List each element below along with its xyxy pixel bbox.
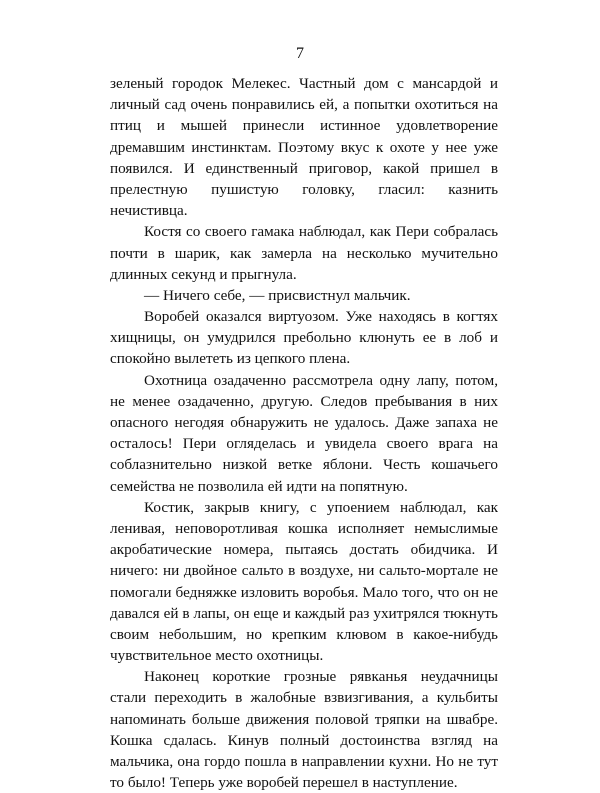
text-line: Кошка сдалась. Кинув полный достоинства взгляд на: [110, 731, 498, 749]
text-line: нечистивца.: [110, 202, 188, 220]
text-line: стали переходить в жалобные взвизгивания, а кульбиты: [110, 689, 498, 707]
text-line: появился. И единственный приговор, какой пришел в: [110, 159, 498, 177]
text-line: Костик, закрыв книгу, с упоением наблюдал, как: [144, 498, 498, 516]
text-line: своим небольшим, но крепким клювом в какое-нибудь: [110, 625, 498, 643]
text-line: почти в шарик, как замерла на несколько мучительно: [110, 244, 498, 262]
text-line: акробатические номера, пытаясь достать обидчика. И: [110, 541, 498, 559]
text-line: семейства не позволила ей идти на попятную.: [110, 477, 408, 495]
text-line: ничего: ни двойное сальто в воздухе, ни сальто-мортале не: [110, 562, 498, 580]
text-line: Наконец короткие грозные рявканья неудачницы: [144, 668, 498, 686]
text-line: личный сад очень понравились ей, а попытки охотиться на: [110, 96, 498, 114]
text-line: давался ей в лапы, он еще и каждый раз ухитрялся тюкнуть: [110, 604, 498, 622]
text-line: не менее озадаченно, другую. Следов пребывания в них: [110, 392, 498, 410]
text-line: помогали бедняжке изловить воробья. Мало того, что он не: [110, 583, 498, 601]
text-line: соблазнительно низкой ветке яблони. Честь кошачьего: [110, 456, 498, 474]
text-line: то было! Теперь уже воробей перешел в наступление.: [110, 774, 458, 792]
body-text: [110, 73, 498, 793]
text-line: мальчика, она гордо пошла в направлении кухни. Но не тут: [110, 753, 498, 770]
text-line: прелестную пушистую головку, гласил: казнить: [110, 180, 498, 198]
text-line: птиц и мышей принесли истинное удовлетворение: [110, 117, 498, 135]
text-line: длинных секунд и прыгнула.: [110, 265, 297, 283]
text-line: Охотница озадаченно рассмотрела одну лапу, потом,: [144, 371, 498, 389]
page-number: 7: [296, 45, 304, 62]
text-line: хищницы, он умудрился пребольно клюнуть ее в лоб и: [110, 329, 498, 347]
text-line: — Ничего себе, — присвистнул мальчик.: [144, 286, 411, 304]
text-line: осталось! Пери огляделась и увидела своего врага на: [110, 435, 498, 453]
text-line: ленивая, неповоротливая кошка исполняет немыслимые: [110, 519, 498, 537]
text-line: зеленый городок Мелекес. Частный дом с мансардой и: [110, 75, 498, 92]
text-line: дремавшим инстинктам. Поэтому вкус к охоте у нее уже: [110, 138, 498, 156]
text-line: Костя со своего гамака наблюдал, как Пери собралась: [144, 223, 498, 241]
text-line: чувствительное место охотницы.: [110, 647, 324, 665]
text-line: Воробей оказался виртуозом. Уже находясь в когтях: [144, 308, 498, 326]
text-line: спокойно вылететь из цепкого плена.: [110, 350, 351, 368]
text-line: опасного негодяя обнаружить не удалось. Даже запаха не: [110, 414, 498, 431]
text-line: напоминать больше движения половой тряпки на швабре.: [110, 710, 498, 728]
